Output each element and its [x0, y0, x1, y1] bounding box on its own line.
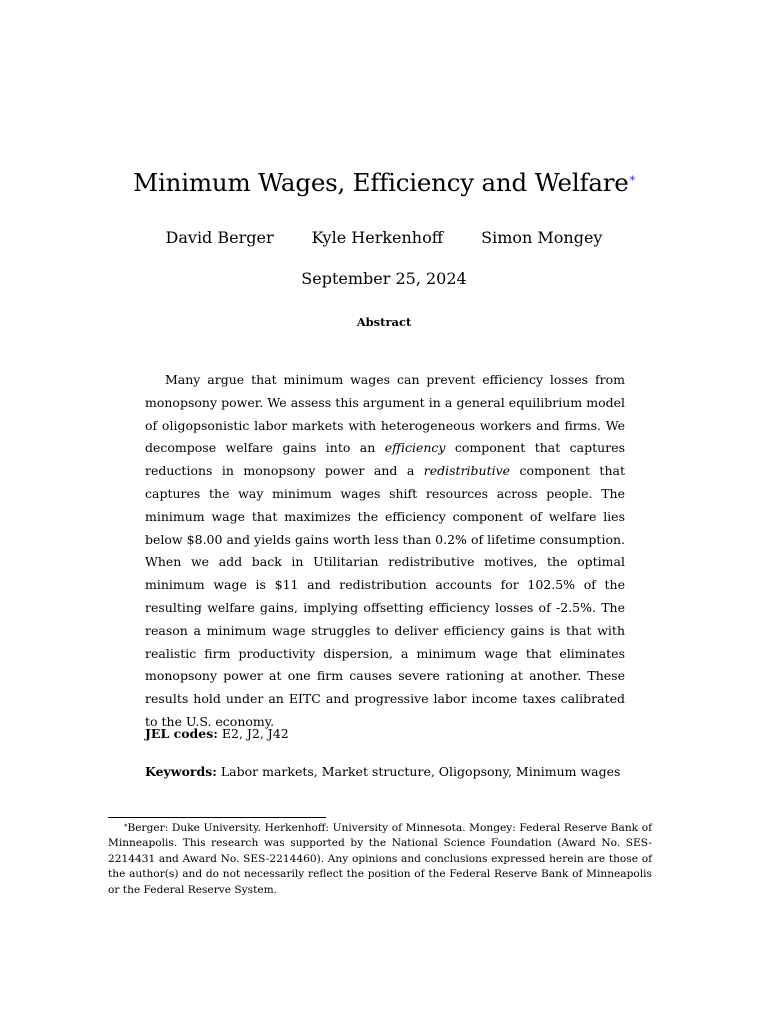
- paper-title: [0, 166, 768, 200]
- jel-codes: [145, 725, 625, 743]
- author-name: David Berger: [165, 228, 274, 247]
- title-text: Minimum Wages, Efficiency and Welfare: [133, 168, 629, 197]
- author-name: Kyle Herkenhoff: [311, 228, 444, 247]
- author-list: [0, 227, 768, 249]
- abstract-text: Many argue that minimum wages can prevent efficiency losses from monopsony power. We assess this argument in a general equilibrium model of oligopsonistic labor markets with heterogeneous workers and firms. We decompose welfare gains into an: [145, 372, 625, 456]
- keywords: [145, 763, 625, 781]
- footnote-marker: *: [124, 823, 128, 831]
- author-name: Simon Mongey: [481, 228, 603, 247]
- footnote: [108, 821, 652, 898]
- title-footnote-marker[interactable]: *: [629, 174, 635, 187]
- jel-value: E2, J2, J42: [221, 726, 289, 741]
- paper-date: September 25, 2024: [301, 269, 467, 288]
- keywords-label: Keywords:: [145, 764, 217, 779]
- abstract-heading: Abstract: [356, 315, 412, 329]
- keywords-value: Labor markets, Market structure, Oligopsony, Minimum wages: [220, 764, 621, 779]
- abstract-term-redistributive: redistributive: [423, 463, 511, 479]
- abstract-body: [145, 369, 625, 734]
- jel-label: JEL codes:: [145, 726, 218, 741]
- footnote-divider: [108, 817, 326, 818]
- abstract-text: component that captures the way minimum wages shift resources across people. The minimum wage that maximizes the efficiency component of welfare lies below $8.00 and yields gains worth less than 0.2% of lifetime consumption. When we add back in Utilitarian redistributive motives, the optimal minimum wage is $11 and redistribution accounts for 102.5% of the resulting welfare gains, implying offsetting efficiency losses of -2.5%. The reason a minimum wage struggles to deliver efficiency gains is that with realistic firm productivity dispersion, a minimum wage that eliminates monopsony power at one firm causes severe rationing at another. These results hold under an EITC and progressive labor income taxes calibrated to the U.S. economy.: [145, 463, 625, 729]
- abstract-text: component that captures reductions in monopsony power and a: [145, 440, 625, 479]
- abstract-term-efficiency: efficiency: [384, 440, 446, 456]
- footnote-text: Berger: Duke University. Herkenhoff: University of Minnesota. Mongey: Federal Reserve Bank of Minneapolis. This research was supported by the National Science Foundation (Award No. SES-2214431 and Award No. SES-2214460). Any opinions and conclusions expressed herein are those of the author(s) and do not necessarily reflect the position of the Federal Reserve Bank of Minneapolis or the Federal Reserve System.: [108, 822, 652, 896]
